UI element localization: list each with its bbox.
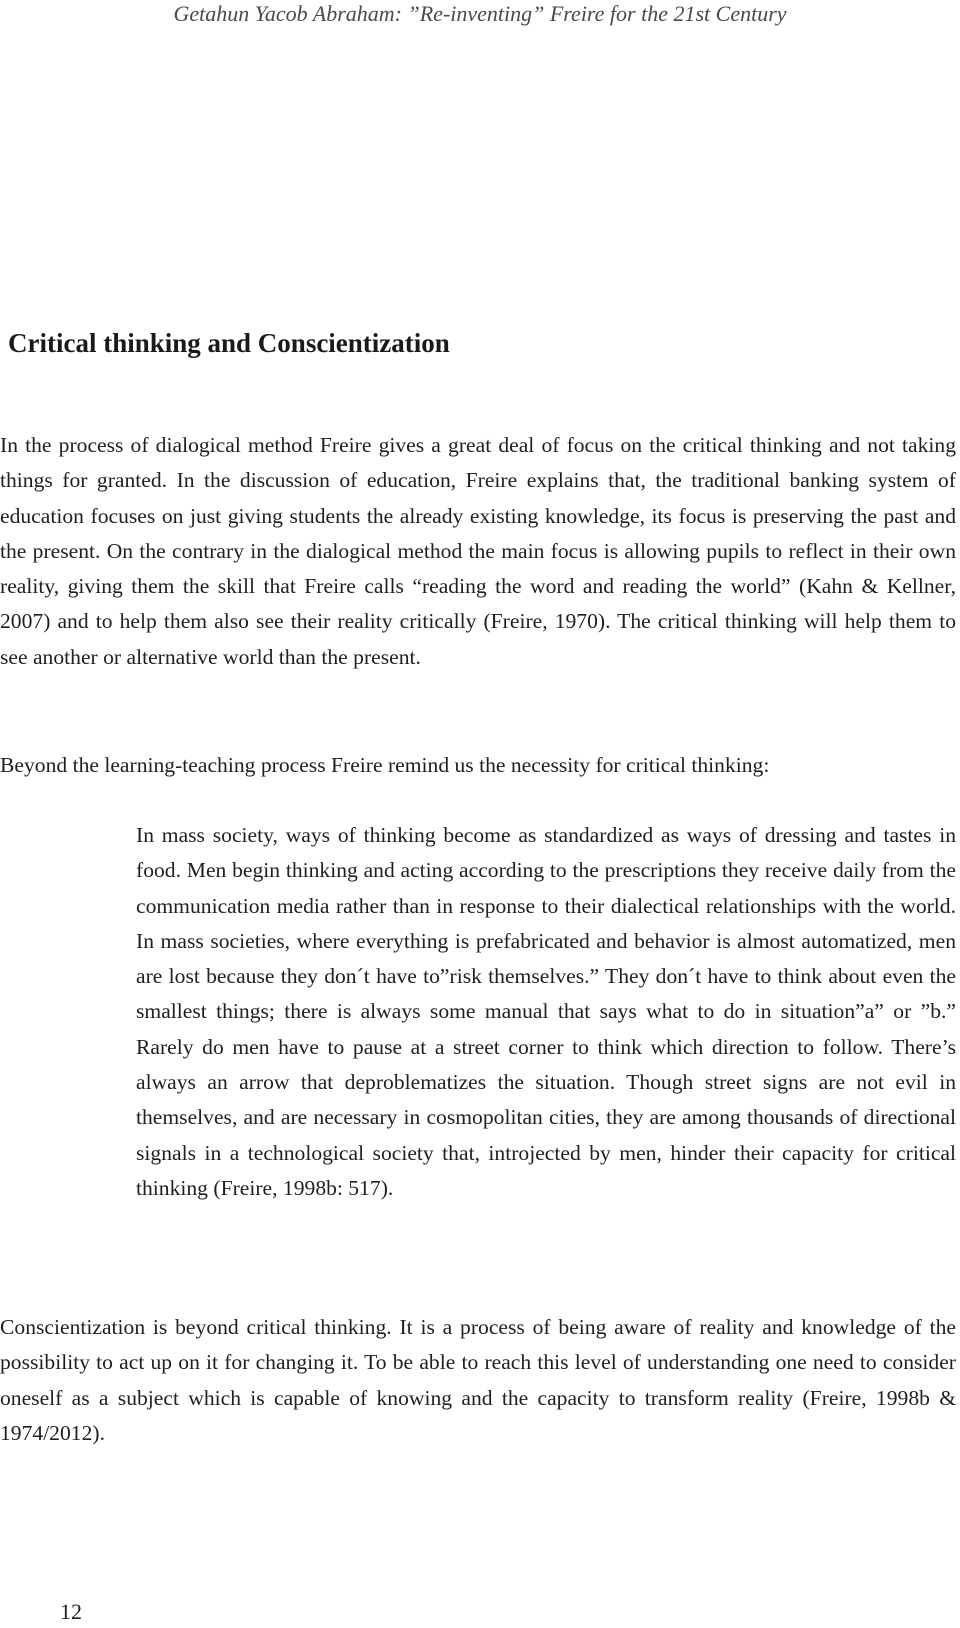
paragraph-dialogical-method: In the process of dialogical method Freire gives a great deal of focus on the critical thinking and not taking things for granted. In the discussion of education, Freire explains that, the traditional banking system of education focuses on just giving students the already existing knowledge, its focus is preserving the past and the present. On the contrary in the dialogical method the main focus is allowing pupils to reflect in their own reality, giving them the skill that Freire calls “reading the word and reading the world” (Kahn & Kellner, 2007) and to help them also see their reality critically (Freire, 1970). The critical thinking will help them to see another or alternative world than the present. [0,433,956,669]
block-quote-mass-society: In mass society, ways of thinking become as standardized as ways of dressing and tastes in food. Men begin thinking and acting according to the prescriptions they receive daily from the communication media rather than in response to their dialectical relationships with the world. In mass societies, where everything is prefabricated and behavior is almost automatized, men are lost because they don´t have to”risk themselves.” They don´t have to think about even the smallest things; there is always some manual that says what to do in situation”a” or ”b.” Rarely do men have to pause at a street corner to think which direction to follow. There’s always an arrow that deproblematizes the situation. Though street signs are not evil in themselves, and are necessary in cosmopolitan cities, they are among thousands of directional signals in a technological society that, introjected by men, hinder their capacity for critical thinking (Freire, 1998b: 517). [136,823,956,1200]
section-heading: Critical thinking and Conscientization [8,328,450,358]
page-number: 12 [60,1599,82,1624]
paragraph-quote-intro: Beyond the learning-teaching process Freire remind us the necessity for critical thinking: [0,753,770,777]
paragraph-conscientization: Conscientization is beyond critical thinking. It is a process of being aware of reality and knowledge of the possibility to act up on it for changing it. To be able to reach this level of understanding one need to consider oneself as a subject which is capable of knowing and the capacity to transform reality (Freire, 1998b & 1974/2012). [0,1315,956,1445]
running-header: Getahun Yacob Abraham: ”Re-inventing” Freire for the 21st Century [173,1,787,26]
